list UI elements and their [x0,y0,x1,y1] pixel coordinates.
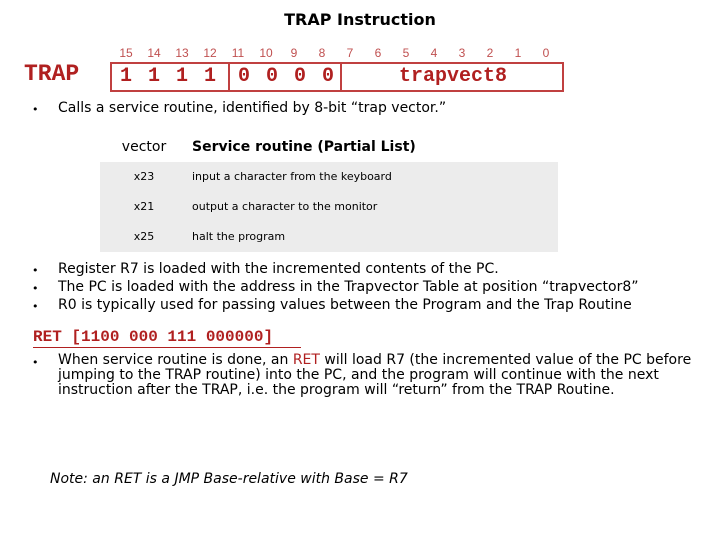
ret-paragraph-prefix: When service routine is done, an [58,352,293,368]
bit-number: 12 [203,46,217,60]
routine-cell: halt the program [192,230,286,243]
vector-cell: x25 [133,230,155,243]
bit-number: 14 [147,46,161,60]
bullet-text: Register R7 is loaded with the incremented contents of the PC. [58,261,499,277]
bit-number: 4 [430,46,438,60]
bullet-marker: • [32,264,39,277]
page-title: TRAP Instruction [284,10,436,29]
vector-cell: x23 [133,170,155,183]
opcode-bit: 1 [175,65,188,88]
table-row [100,192,558,222]
ret-paragraph-suffix: will load R7 (the incremented value of the PC before jumping to the TRAP routine) into the PC, and the program will continue with the next instruction after the TRAP, i.e. the program will “return” from the TRAP Routine. [58,352,692,398]
opcode-name: TRAP [24,61,80,87]
bullet-marker: • [32,300,39,313]
bullet-marker: • [32,356,39,369]
opcode-bit: 1 [203,65,216,88]
ret-keyword: RET [292,352,320,368]
bit-number-row [112,46,566,62]
bit-number: 5 [402,46,410,60]
bit-number: 0 [542,46,550,60]
routine-cell: input a character from the keyboard [192,170,392,183]
zero-bit: 0 [321,65,334,88]
bit-number: 8 [318,46,326,60]
ret-heading: RET [1100 000 111 000000] [33,328,274,346]
table-header-routine: Service routine (Partial List) [188,132,558,162]
bullet-text: R0 is typically used for passing values between the Program and the Trap Routine [58,297,632,313]
bullet-text: Calls a service routine, identified by 8-bit “trap vector.” [58,100,447,116]
table-row [100,222,558,252]
ret-paragraph [58,353,698,398]
footnote: Note: an RET is a JMP Base-relative with Base = R7 [50,471,408,487]
bullet-marker: • [32,103,39,116]
table-header-vector: vector [100,132,188,162]
vector-cell: x21 [133,200,155,213]
bullet-text: The PC is loaded with the address in the Trapvector Table at position “trapvector8” [58,279,639,295]
zero-bit: 0 [265,65,278,88]
bit-number: 1 [514,46,522,60]
zero-bit: 0 [293,65,306,88]
bit-number: 6 [374,46,382,60]
routine-cell: output a character to the monitor [192,200,378,213]
bit-number: 15 [119,46,133,60]
trapvect8-field: trapvect8 [398,65,508,88]
bit-number: 13 [175,46,189,60]
bit-number: 2 [486,46,494,60]
bit-number: 9 [290,46,298,60]
bit-number: 7 [346,46,354,60]
bullet-marker: • [32,282,39,295]
bit-number: 10 [259,46,273,60]
bit-number: 3 [458,46,466,60]
opcode-bit: 1 [147,65,160,88]
table-row [100,162,558,192]
zero-bit: 0 [237,65,250,88]
instruction-format-box [110,62,564,92]
opcode-bit: 1 [119,65,132,88]
bit-number: 11 [231,46,245,60]
ret-heading-underline [33,347,301,348]
